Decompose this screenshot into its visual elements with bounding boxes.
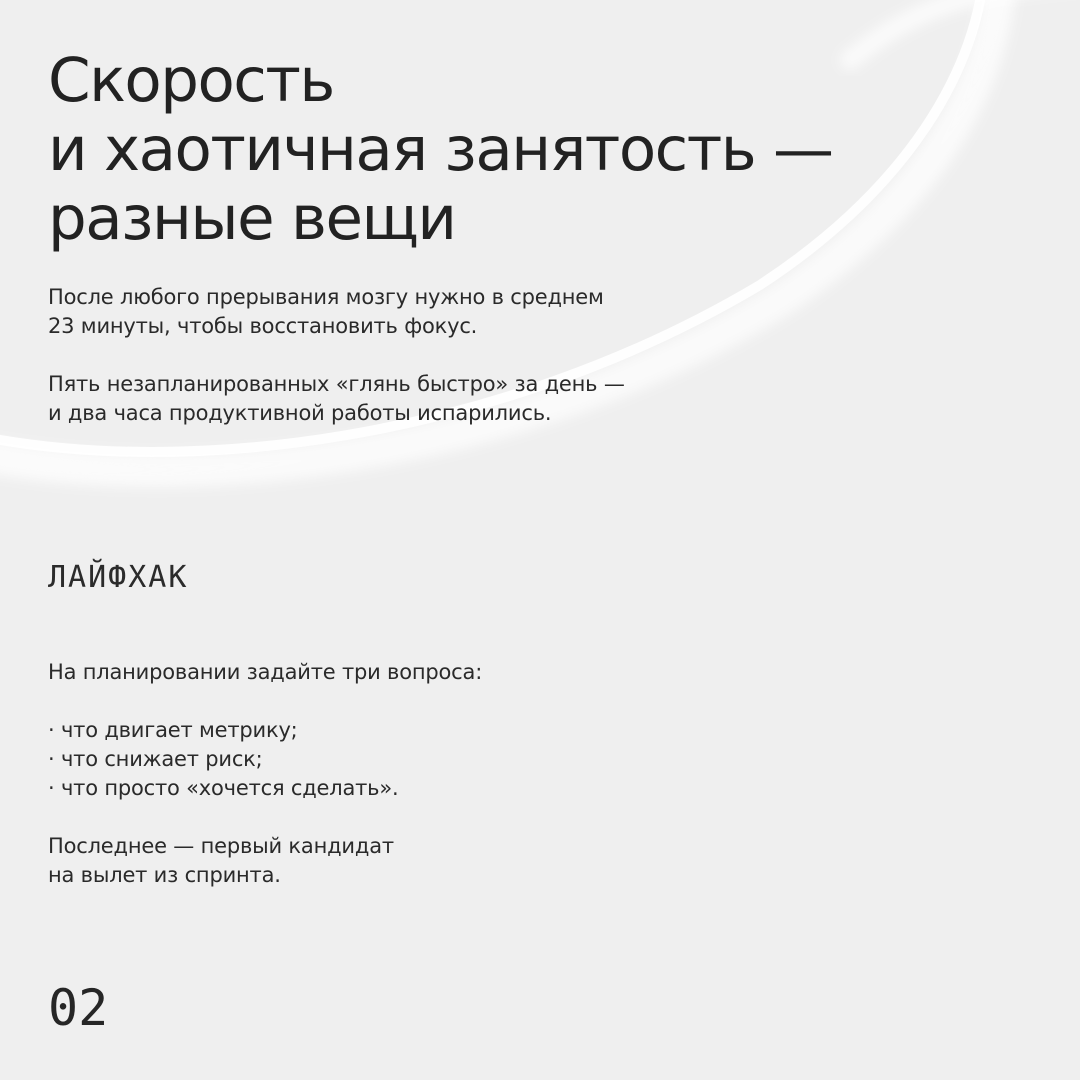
- intro-p2-line-1: Пять незапланированных «глянь быстро» за день —: [48, 372, 625, 396]
- tip-conclusion: [48, 832, 808, 890]
- tip-question-item: · что двигает метрику;: [48, 718, 298, 742]
- intro-paragraph-2: [48, 370, 808, 428]
- tip-question-list: [48, 716, 808, 803]
- intro-p2-line-2: и два часа продуктивной работы испарились.: [48, 401, 552, 425]
- intro-p1-line-1: После любого прерывания мозгу нужно в среднем: [48, 285, 604, 309]
- tip-conclusion-line-1: Последнее — первый кандидат: [48, 834, 394, 858]
- lifehack-label: ЛАЙФХАК: [48, 560, 189, 595]
- tip-text: [48, 658, 808, 890]
- title-line-3: разные вещи: [48, 183, 456, 254]
- intro-paragraph-1: [48, 283, 808, 341]
- intro-p1-line-2: 23 минуты, чтобы восстановить фокус.: [48, 314, 478, 338]
- slide-content: [48, 0, 1028, 1080]
- tip-conclusion-line-2: на вылет из спринта.: [48, 863, 281, 887]
- title-line-2: и хаотичная занятость —: [48, 114, 833, 185]
- tip-question-item: · что просто «хочется сделать».: [48, 776, 399, 800]
- slide-title: [48, 46, 833, 253]
- intro-text: [48, 283, 808, 428]
- page-number: 02: [48, 979, 109, 1037]
- paragraph-gap: [48, 341, 808, 370]
- tip-lead: На планировании задайте три вопроса:: [48, 660, 483, 684]
- title-line-1: Скорость: [48, 45, 334, 116]
- tip-question-item: · что снижает риск;: [48, 747, 263, 771]
